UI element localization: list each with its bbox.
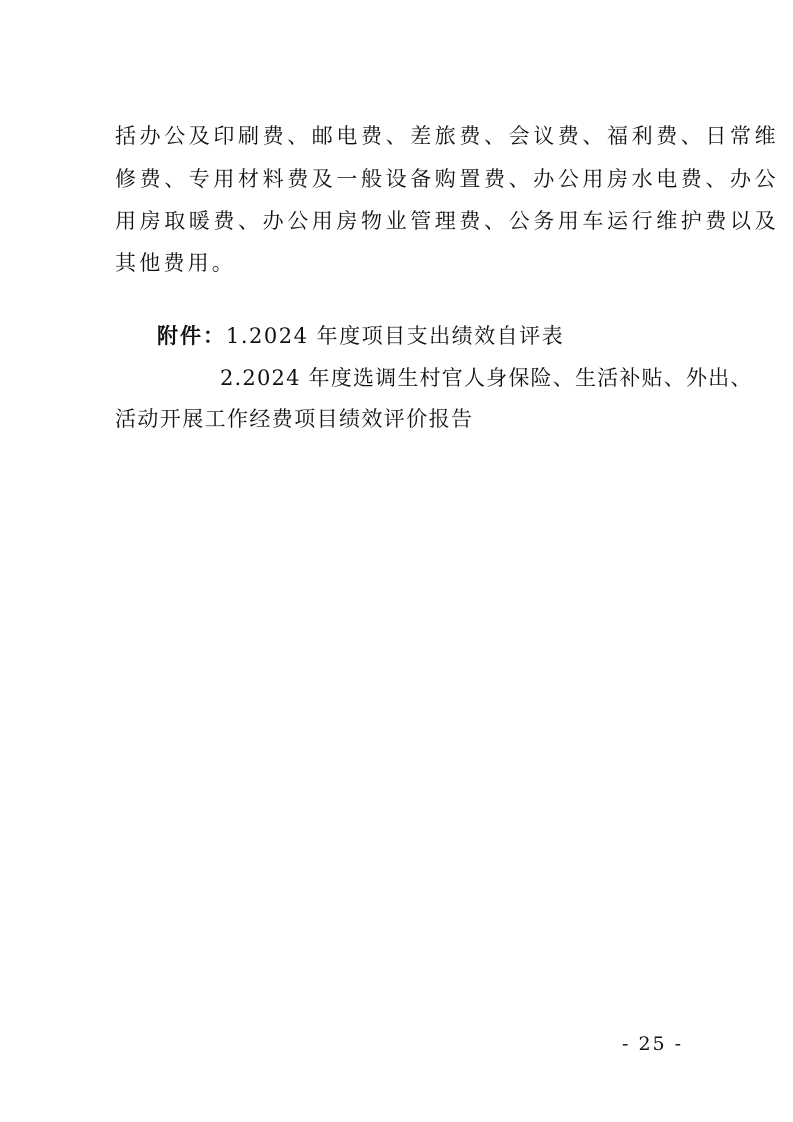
attachment-1-title: 1.2024 年度项目支出绩效自评表 — [226, 324, 565, 348]
attachment-item-1 — [157, 322, 564, 350]
attachment-label: 附件： — [157, 324, 226, 348]
body-text-line: 用房取暖费、办公用房物业管理费、公务用车运行维护费以及 — [115, 209, 780, 233]
page-number: - 25 - — [622, 1033, 684, 1055]
body-text-line: 其他费用。 — [115, 251, 236, 275]
attachment-item-2-line-2: 活动开展工作经费项目绩效评价报告 — [115, 407, 474, 431]
body-text-line: 括办公及印刷费、邮电费、差旅费、会议费、福利费、日常维 — [115, 124, 780, 148]
body-text-line: 修费、专用材料费及一般设备购置费、办公用房水电费、办公 — [115, 167, 780, 191]
attachment-item-2-line-1: 2.2024 年度选调生村官人身保险、生活补贴、外出、 — [220, 366, 753, 390]
